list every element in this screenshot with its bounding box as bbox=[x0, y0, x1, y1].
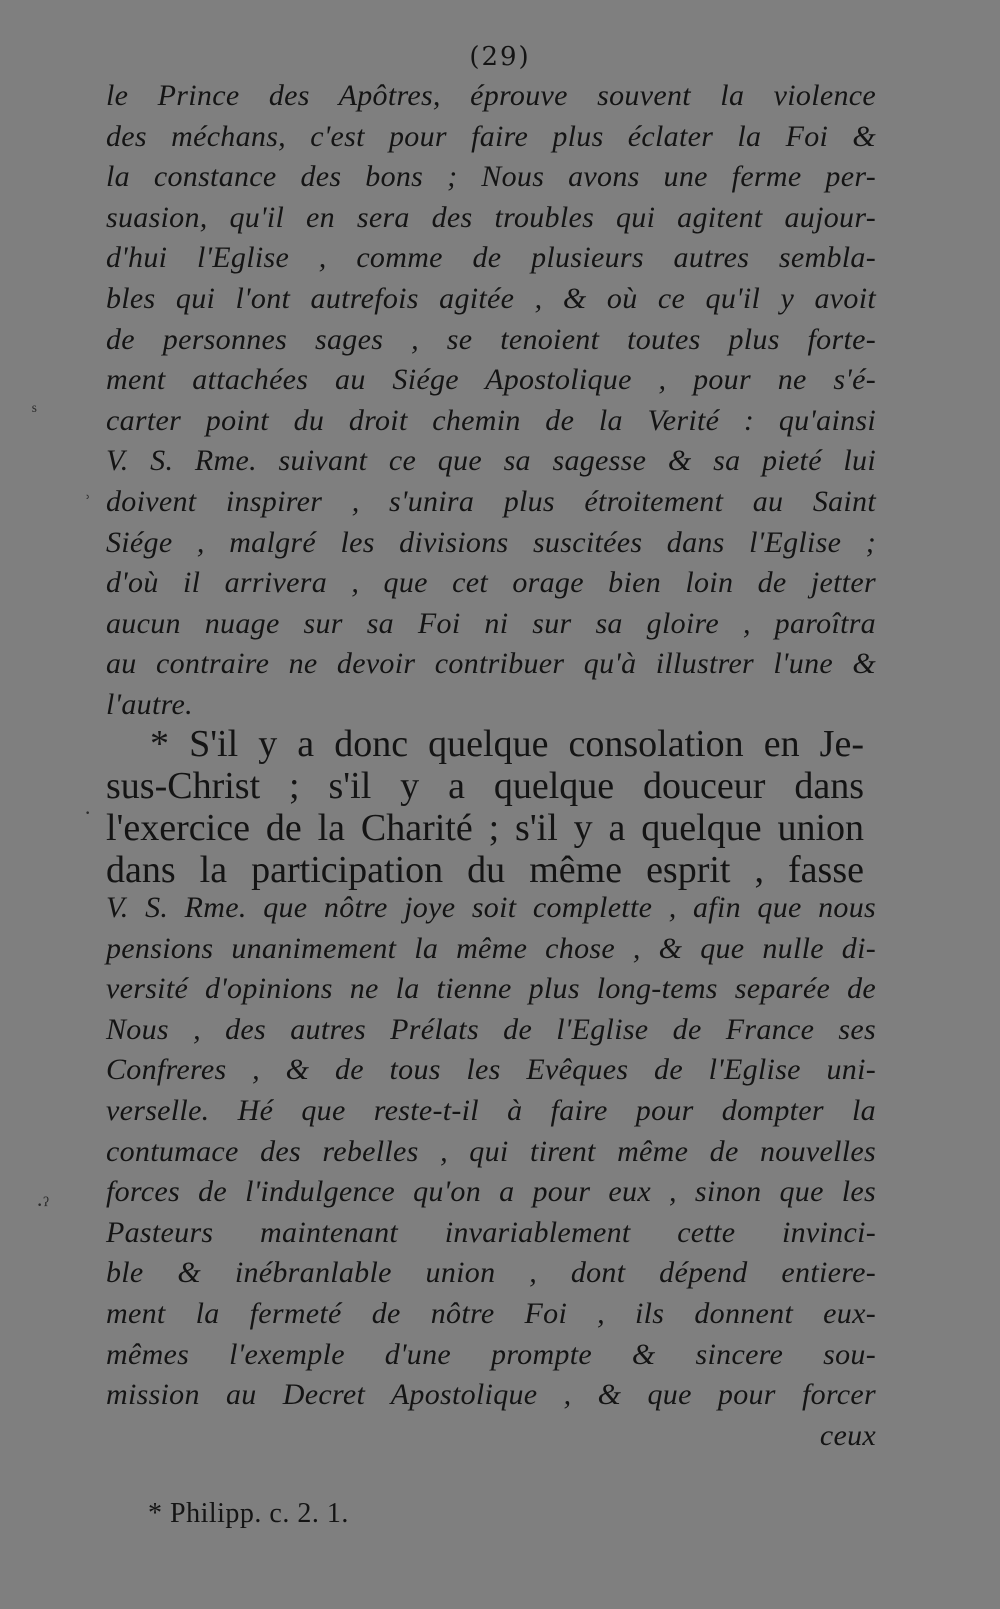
text-line: Nous , des autres Prélats de l'Eglise de France ses bbox=[106, 1012, 876, 1046]
text-line: l'autre. bbox=[106, 687, 193, 721]
text-line: sus-Christ ; s'il y a quelque douceur dans bbox=[106, 765, 864, 807]
text-line: bles qui l'ont autrefois agitée , & où ce qu'il y avoit bbox=[106, 281, 876, 315]
text-line: suasion, qu'il en sera des troubles qui agitent aujour- bbox=[106, 200, 876, 234]
page-number: (29) bbox=[469, 42, 531, 72]
margin-mark: ˢ bbox=[32, 398, 37, 423]
text-line: versité d'opinions ne la tienne plus long-tems separée de bbox=[106, 972, 876, 1006]
text-line: aucun nuage sur sa Foi ni sur sa gloire , paroîtra bbox=[106, 606, 876, 640]
text-line: le Prince des Apôtres, éprouve souvent la violence bbox=[106, 79, 876, 112]
text-line: ble & inébranlable union , dont dépend entiere- bbox=[106, 1256, 876, 1290]
text-line: V. S. Rme. suivant ce que sa sagesse & sa pieté lui bbox=[106, 444, 876, 478]
text-line: verselle. Hé que reste-t-il à faire pour dompter la bbox=[106, 1093, 876, 1127]
margin-mark: ˒ bbox=[84, 480, 92, 505]
text-line: au contraire ne devoir contribuer qu'à illustrer l'une & bbox=[106, 647, 876, 681]
text-line: la constance des bons ; Nous avons une ferme per- bbox=[106, 160, 876, 194]
text-line: forces de l'indulgence qu'on a pour eux , sinon que les bbox=[106, 1175, 876, 1209]
text-line: Siége , malgré les divisions suscitées dans l'Eglise ; bbox=[106, 525, 876, 559]
text-line: * S'il y a donc quelque consolation en Je- bbox=[150, 723, 864, 765]
text-line: Confreres , & de tous les Evêques de l'Eglise uni- bbox=[106, 1053, 876, 1087]
text-line: l'exercice de la Charité ; s'il y a quelque union bbox=[106, 807, 864, 849]
text-line: contumace des rebelles , qui tirent même de nouvelles bbox=[106, 1134, 876, 1168]
text-line: doivent inspirer , s'unira plus étroitement au Saint bbox=[106, 484, 876, 518]
margin-mark: ·ˀ bbox=[36, 1192, 49, 1217]
text-line: des méchans, c'est pour faire plus éclater la Foi & bbox=[106, 119, 876, 153]
text-line: dans la participation du même esprit , fasse bbox=[106, 849, 864, 891]
text-line: ment attachées au Siége Apostolique , pour ne s'é- bbox=[106, 363, 876, 397]
text-line: mission au Decret Apostolique , & que pour forcer bbox=[106, 1378, 876, 1412]
italic-paragraph-1 bbox=[106, 76, 876, 726]
text-line: pensions unanimement la même chose , & que nulle di- bbox=[106, 931, 876, 965]
text-line: V. S. Rme. que nôtre joye soit complette , afin que nous bbox=[106, 891, 876, 924]
footnote: * Philipp. c. 2. 1. bbox=[148, 1498, 349, 1529]
text-line: mêmes l'exemple d'une prompte & sincere sou- bbox=[106, 1337, 876, 1371]
text-line: d'hui l'Eglise , comme de plusieurs autres sembla- bbox=[106, 241, 876, 275]
text-line: d'où il arrivera , que cet orage bien loin de jetter bbox=[106, 566, 876, 600]
text-line: Pasteurs maintenant invariablement cette invinci- bbox=[106, 1215, 876, 1249]
roman-paragraph bbox=[106, 723, 864, 891]
italic-paragraph-2 bbox=[106, 888, 876, 1456]
margin-mark: · bbox=[84, 800, 92, 825]
text-line: de personnes sages , se tenoient toutes plus forte- bbox=[106, 322, 876, 356]
text-line: ment la fermeté de nôtre Foi , ils donnent eux- bbox=[106, 1296, 876, 1330]
catchword: ceux bbox=[819, 1418, 876, 1452]
text-line: carter point du droit chemin de la Verité : qu'ainsi bbox=[106, 403, 876, 437]
